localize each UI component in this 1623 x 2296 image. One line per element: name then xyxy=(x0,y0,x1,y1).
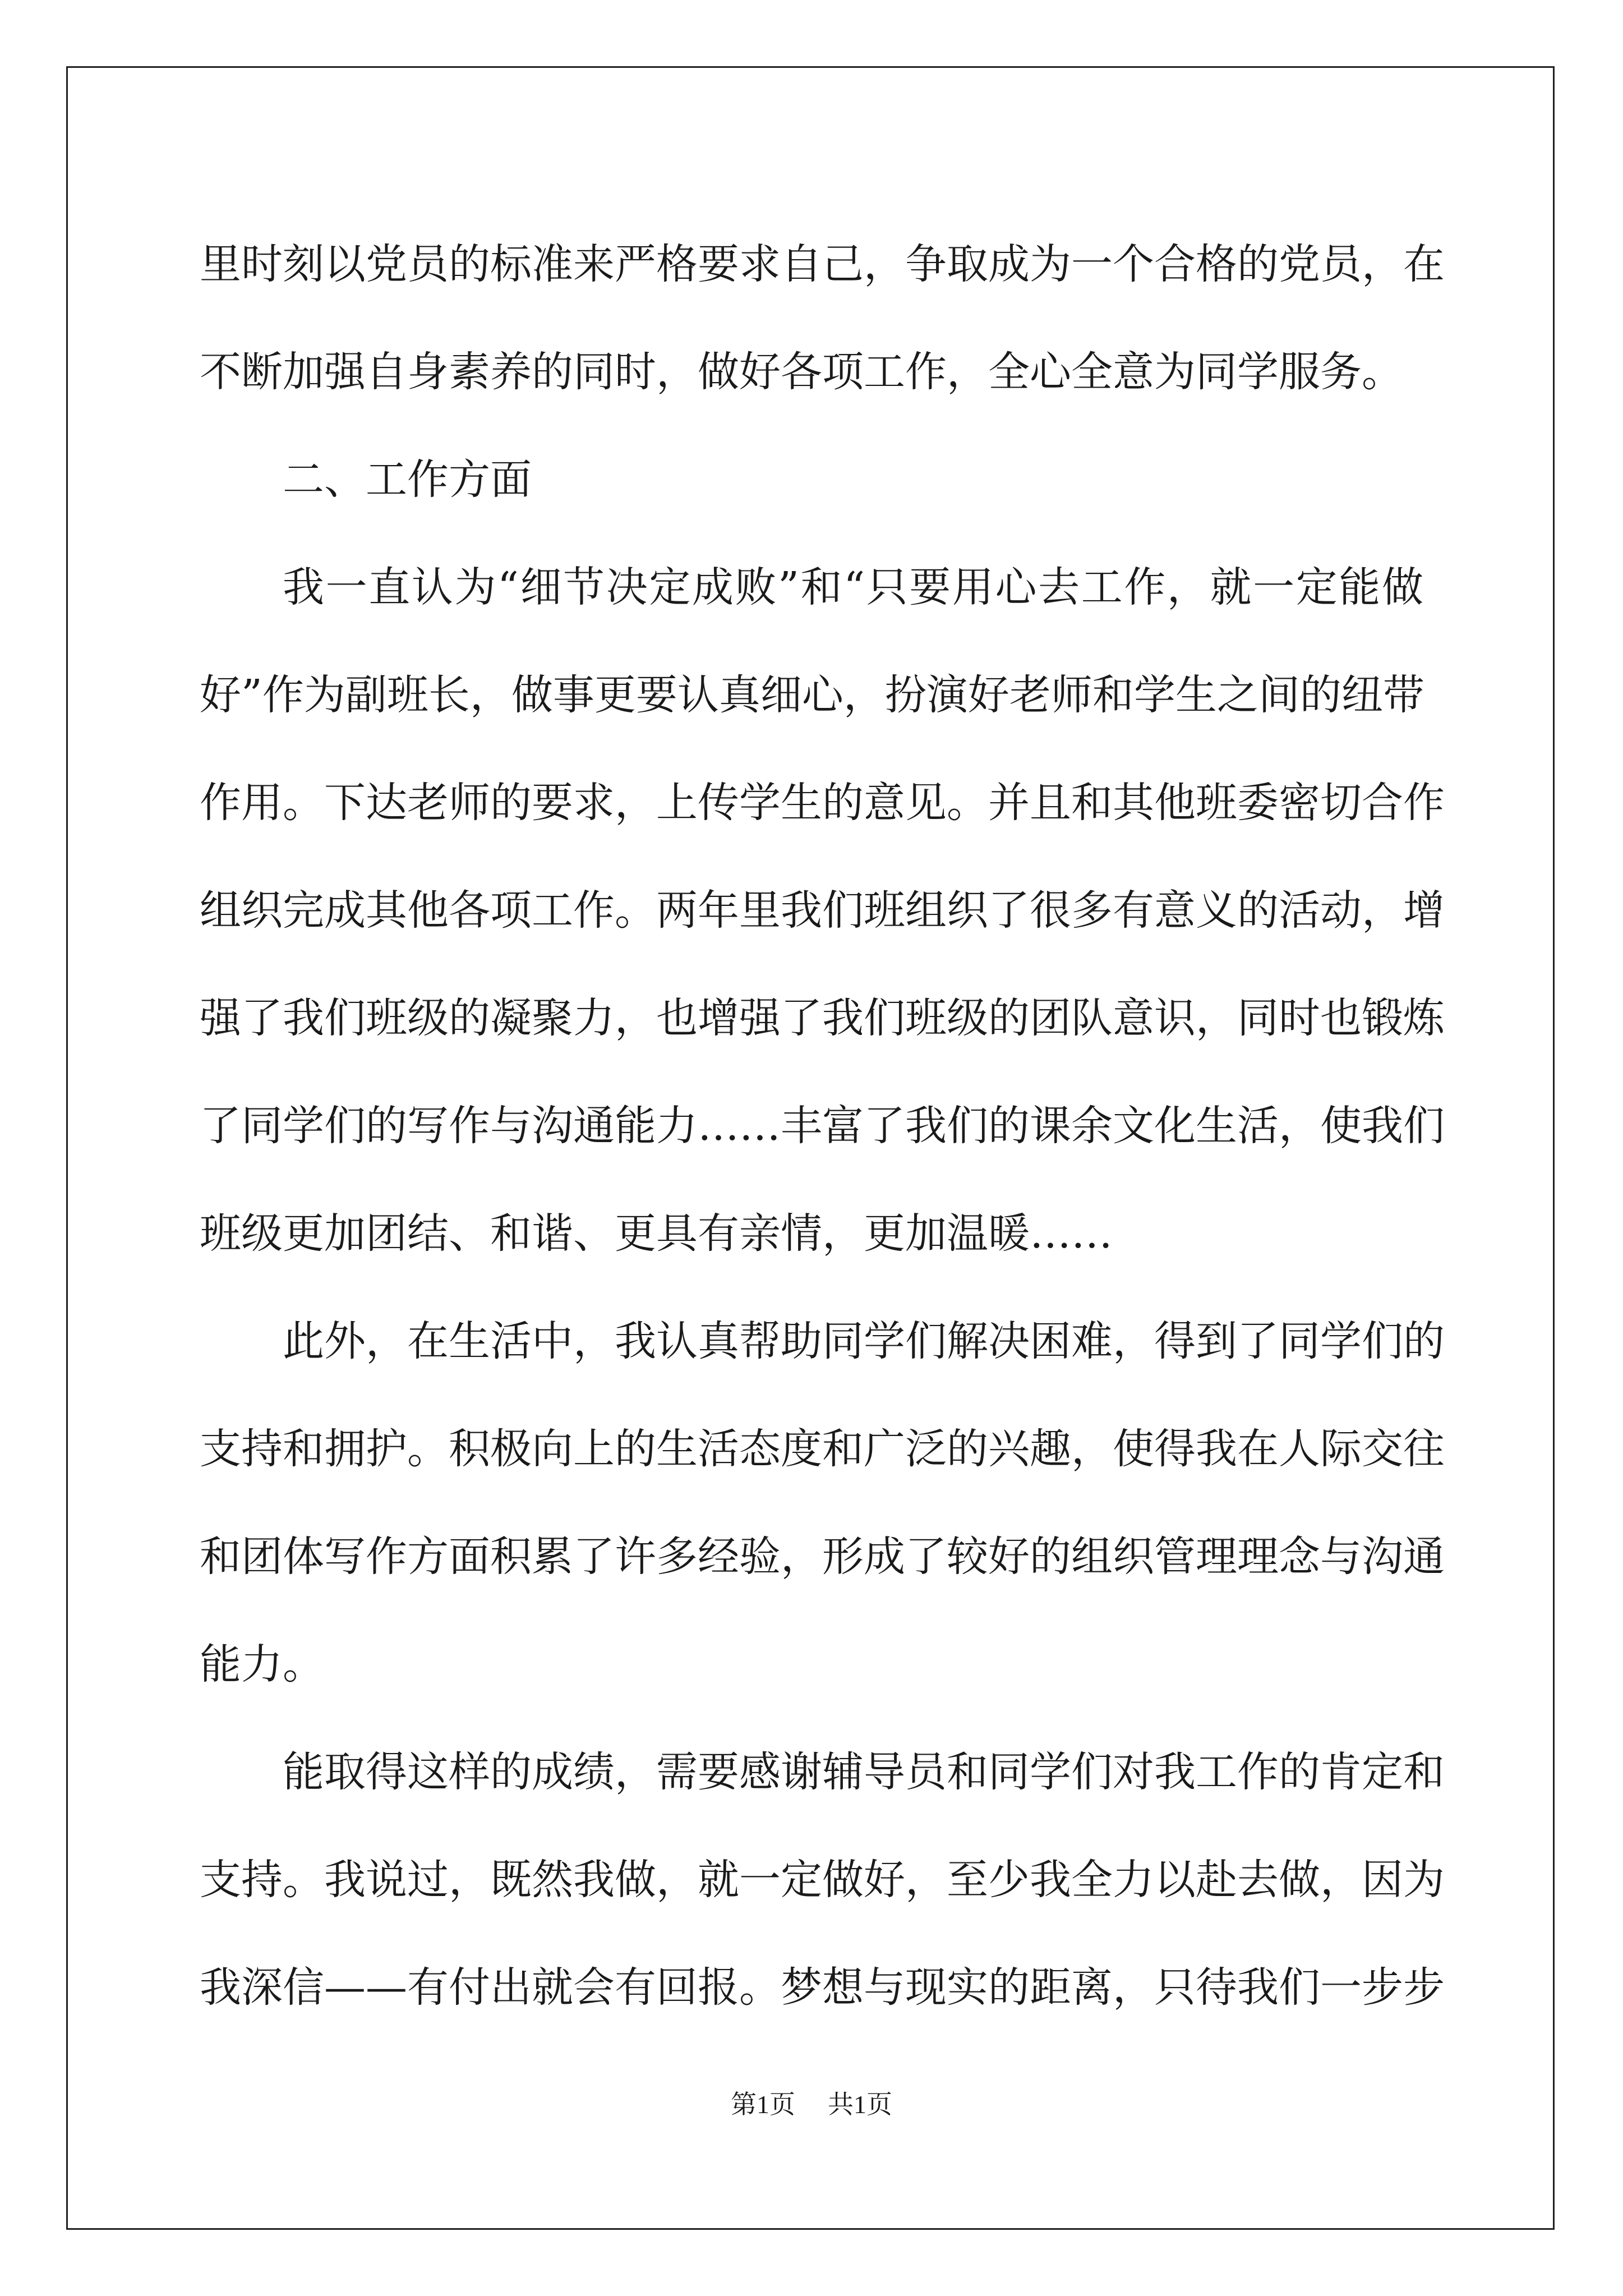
text-line: 班级更加团结、和谐、更具有亲情，更加温暖…… xyxy=(200,1209,1113,1258)
page-footer xyxy=(0,2088,1623,2122)
text-line: 能取得这样的成绩，需要感谢辅导员和同学们对我工作的肯定和 xyxy=(283,1748,1445,1796)
document-body xyxy=(200,210,1445,2041)
text-line: 不断加强自身素养的同时，做好各项工作，全心全意为同学服务。 xyxy=(200,348,1403,396)
text-line: 作用。下达老师的要求，上传学生的意见。并且和其他班委密切合作 xyxy=(200,779,1445,827)
text-line: 二、工作方面 xyxy=(283,455,532,504)
text-line: 支持和拥护。积极向上的生活态度和广泛的兴趣，使得我在人际交往 xyxy=(200,1425,1445,1473)
text-line: 我深信——有付出就会有回报。梦想与现实的距离，只待我们一步步 xyxy=(200,1963,1445,2012)
text-line: 里时刻以党员的标准来严格要求自己，争取成为一个合格的党员，在 xyxy=(200,240,1445,288)
text-line: 能力。 xyxy=(200,1640,324,1688)
page-number: 第1页 xyxy=(731,2090,795,2119)
page-total: 共1页 xyxy=(828,2090,892,2119)
text-line: 我一直认为“细节决定成败”和“只要用心去工作，就一定能做 xyxy=(283,563,1423,611)
text-line: 和团体写作方面积累了许多经验，形成了较好的组织管理理念与沟通 xyxy=(200,1533,1445,1581)
text-line: 此外，在生活中，我认真帮助同学们解决困难，得到了同学们的 xyxy=(283,1317,1445,1365)
text-line: 组织完成其他各项工作。两年里我们班组织了很多有意义的活动，增 xyxy=(200,886,1445,935)
text-line: 了同学们的写作与沟通能力……丰富了我们的课余文化生活，使我们 xyxy=(200,1102,1445,1150)
text-line: 支持。我说过，既然我做，就一定做好，至少我全力以赴去做，因为 xyxy=(200,1856,1445,1904)
text-line: 强了我们班级的凝聚力，也增强了我们班级的团队意识，同时也锻炼 xyxy=(200,994,1445,1042)
text-line: 好”作为副班长，做事更要认真细心，扮演好老师和学生之间的纽带 xyxy=(200,671,1424,719)
